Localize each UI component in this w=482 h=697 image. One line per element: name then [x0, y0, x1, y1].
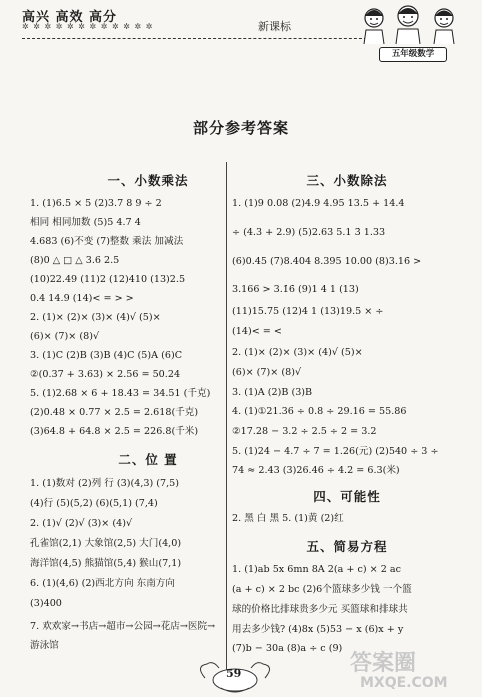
answer-line: 0.4 14.9 (14)< = > >: [30, 293, 134, 304]
answer-line: 用去多少钱? (4)8x (5)53 − x (6)x + y: [232, 624, 404, 635]
answer-line: (14)< = <: [232, 326, 282, 337]
column-divider: [226, 162, 227, 682]
kids-illustration-icon: [352, 4, 472, 46]
answer-line: (a + c) × 2 bc (2)6个篮球多少钱 一个篮: [232, 584, 412, 595]
answer-line: 2. (1)× (2)× (3)× (4)√ (5)×: [30, 312, 161, 323]
brand-slogan: 高兴 高效 高分: [22, 10, 118, 25]
header-rule: [22, 38, 372, 39]
answer-line: (11)15.75 (12)4 1 (13)19.5 × ÷: [232, 306, 384, 317]
section-title-decimal-multiplication: 一、小数乘法: [107, 173, 189, 188]
answer-line: 7. 欢欢家→书店→超市→公园→花店→医院→: [30, 621, 216, 632]
answer-line: 1. (1)6.5 × 5 (2)3.7 8 9 ÷ 2: [30, 198, 162, 209]
section-title-probability: 四、可能性: [313, 489, 381, 504]
answer-line: 6. (1)(4,6) (2)西北方向 东南方向: [30, 578, 175, 589]
answer-line: 2. (1)× (2)× (3)× (4)√ (5)×: [232, 347, 363, 358]
watermark-url: MXQE.COM: [360, 675, 448, 691]
answer-line: (8)0 △ □ △ 3.6 2.5: [30, 255, 120, 266]
answer-line: ÷ (4.3 + 2.9) (5)2.63 5.1 3̇ 1.33: [232, 227, 386, 238]
answer-line: (6)× (7)× (8)√: [30, 331, 100, 342]
answer-line: 相同 相同加数 (5)5 4.7 4: [30, 217, 141, 228]
answer-line: (2)0.48 × 0.77 × 2.5 = 2.618(千克): [30, 407, 199, 418]
answer-line: 3. (1)C (2)B (3)B (4)C (5)A (6)C: [30, 350, 183, 361]
brand-decoration: ✲ ✲ ✲ ✲ ✲ ✲ ✲ ✲ ✲ ✲ ✲ ✲: [22, 22, 154, 31]
answer-line: ②17.28 − 3.2 ÷ 2.5 ÷ 2 = 3.2: [232, 426, 377, 437]
answer-line: 1. (1)9 0.08 (2)4.9 4.95 13.5 + 14.4: [232, 198, 405, 209]
answer-line: 游泳馆: [30, 640, 59, 651]
section-title-decimal-division: 三、小数除法: [306, 173, 388, 188]
answer-line: 2. (1)√ (2)√ (3)× (4)√: [30, 518, 133, 529]
answer-line: 5. (1)2.68 × 6 + 18.43 = 34.51 (千克): [30, 388, 211, 399]
section-title-position: 二、位 置: [118, 452, 178, 467]
answer-line: 4. (1)①21.36 ÷ 0.8 ÷ 29.16 = 55.86: [232, 406, 407, 417]
page-header: [0, 0, 482, 58]
answer-line: 3.166 > 3.1̇6̇ (9)1 4 1 (13): [232, 284, 359, 295]
answer-line: 海洋馆(4,5) 熊猫馆(5,4) 猴山(7,1): [30, 558, 182, 569]
answer-line: (3)64.8 + 64.8 × 2.5 = 226.8(千米): [30, 426, 199, 437]
answer-line: (4)行 (5)(5,2) (6)(5,1) (7,4): [30, 498, 158, 509]
answer-line: 3. (1)A (2)B (3)B: [232, 387, 313, 398]
answer-line: 74 ≈ 2.43 (3)26.46 ÷ 4.2 = 6.3(米): [232, 465, 400, 476]
answer-line: 1. (1)数对 (2)列 行 (3)(4,3) (7,5): [30, 478, 180, 489]
answer-line: 4.683 (6)不变 (7)整数 乘法 加减法: [30, 236, 184, 247]
section-title-simple-equations: 五、简易方程: [306, 539, 388, 554]
answer-line: 2. 黑 白 黑 5. (1)黄 (2)红: [232, 513, 344, 524]
answer-line: (7)b − 30a (8)a ÷ c (9): [232, 643, 343, 654]
answer-line: 孔雀馆(2,1) 大象馆(2,5) 大门(4,0): [30, 538, 182, 549]
answer-line: (6)0.45 (7)8.404 8.395 10.00 (8)3.16̇ >: [232, 256, 422, 267]
answer-line: (6)× (7)× (8)√: [232, 367, 302, 378]
answer-line: (10)22.49 (11)2 (12)410 (13)2.5: [30, 274, 186, 285]
page-number: 59: [226, 667, 242, 680]
curriculum-label: 新课标: [258, 20, 291, 33]
watermark-text: 答案圈: [350, 651, 417, 676]
answer-line: 球的价格比排球贵多少元 买篮球和排球共: [232, 604, 408, 615]
page-title: 部分参考答案: [192, 119, 289, 137]
answer-line: ②(0.37 + 3.63) × 2.56 = 50.24: [30, 369, 181, 380]
grade-badge: 五年级数学: [379, 47, 447, 62]
answer-line: (3)400: [30, 598, 62, 609]
answer-line: 5. (1)24 − 4.7 ÷ 7 = 1.26(元) (2)540 ÷ 3 ÷: [232, 446, 439, 457]
answer-line: 1. (1)ab 5x 6mn 8A 2(a + c) × 2 ac: [232, 564, 401, 575]
